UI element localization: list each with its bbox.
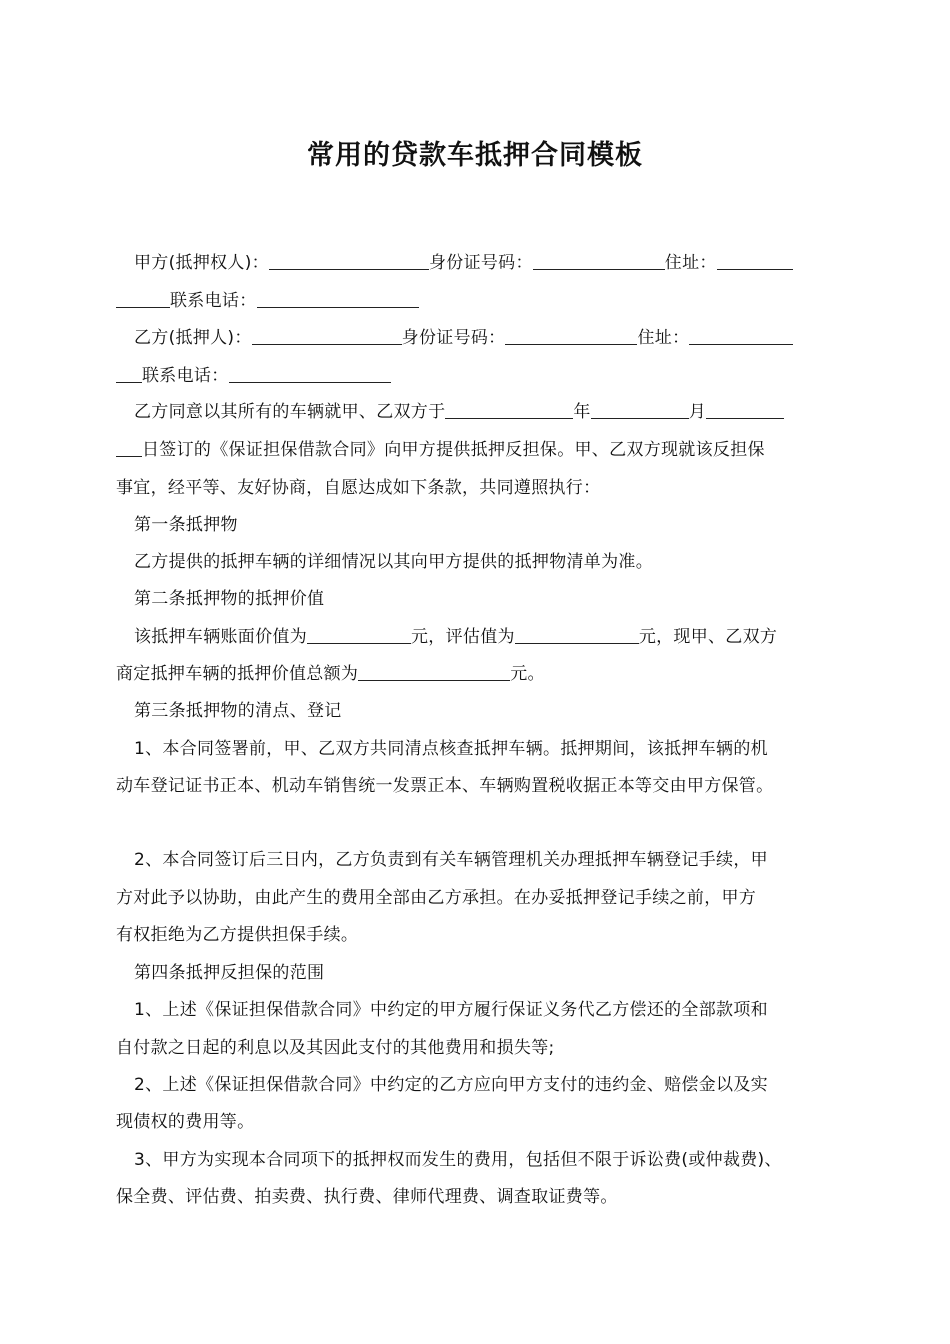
party-a-phone-label: 联系电话：	[170, 291, 257, 311]
appraised-value-label: 元，评估值为	[411, 627, 515, 647]
article-4-item-1-line-1: 1、上述《保证担保借款合同》中约定的甲方履行保证义务代乙方偿还的全部款项和	[134, 1000, 768, 1020]
party-a-address-label: 住址：	[664, 253, 717, 273]
article-1-heading: 第一条抵押物	[134, 515, 238, 535]
appraised-value-blank	[515, 626, 639, 644]
party-b-name-blank	[252, 327, 402, 345]
preamble-line-2	[116, 438, 765, 462]
party-b-address-blank	[689, 327, 793, 345]
party-b-phone-blank	[229, 365, 391, 383]
article-3-item-2-line-2: 方对此予以协助，由此产生的费用全部由乙方承担。在办妥抵押登记手续之前，甲方	[116, 888, 757, 908]
article-4-item-2-line-2: 现债权的费用等。	[116, 1112, 255, 1132]
party-b-address-label: 住址：	[637, 328, 690, 348]
book-value-blank	[307, 626, 411, 644]
date-year-blank	[445, 401, 573, 419]
article-4-heading: 第四条抵押反担保的范围	[134, 963, 325, 983]
article-3-item-2-line-3: 有权拒绝为乙方提供担保手续。	[116, 925, 359, 945]
party-b-line	[134, 326, 793, 350]
party-a-name-blank	[269, 252, 429, 270]
total-value-blank	[358, 663, 510, 681]
party-a-id-blank	[533, 252, 665, 270]
date-day-blank	[706, 401, 784, 419]
article-2-heading: 第二条抵押物的抵押价值	[134, 589, 325, 609]
article-3-heading: 第三条抵押物的清点、登记	[134, 701, 342, 721]
party-a-phone-line	[116, 289, 419, 313]
article-4-item-3-line-2: 保全费、评估费、拍卖费、执行费、律师代理费、调查取证费等。	[116, 1187, 618, 1207]
party-a-id-label: 身份证号码：	[428, 253, 533, 273]
party-b-address-blank-cont	[116, 365, 142, 383]
article-3-item-1-line-1: 1、本合同签署前，甲、乙双方共同清点核查抵押车辆。抵押期间，该抵押车辆的机	[134, 739, 768, 759]
total-value-label: 商定抵押车辆的抵押价值总额为	[116, 664, 359, 684]
month-label: 月	[688, 402, 707, 422]
article-2-text-cont: 元，现甲、乙双方	[638, 627, 778, 647]
party-a-label: 甲方(抵押权人)：	[134, 253, 269, 273]
party-b-id-blank	[505, 327, 637, 345]
article-4-item-2-line-1: 2、上述《保证担保借款合同》中约定的乙方应向甲方支付的违约金、赔偿金以及实	[134, 1075, 768, 1095]
preamble-text: 乙方同意以其所有的车辆就甲、乙双方于	[134, 402, 446, 422]
preamble-text-2: 日签订的《保证担保借款合同》向甲方提供抵押反担保。甲、乙双方现就该反担保	[142, 440, 765, 460]
article-3-item-1-line-2: 动车登记证书正本、机动车销售统一发票正本、车辆购置税收据正本等交由甲方保管。	[116, 776, 774, 796]
party-a-line	[134, 251, 793, 275]
article-4-item-1-line-2: 自付款之日起的利息以及其因此支付的其他费用和损失等;	[116, 1038, 555, 1058]
preamble-line-1	[134, 400, 784, 424]
party-b-id-label: 身份证号码：	[401, 328, 506, 348]
year-label: 年	[573, 402, 591, 422]
party-b-label: 乙方(抵押人)：	[134, 328, 252, 348]
date-month-blank	[591, 401, 689, 419]
article-1-text: 乙方提供的抵押车辆的详细情况以其向甲方提供的抵押物清单为准。	[134, 552, 653, 572]
article-2-line-2	[116, 662, 545, 686]
party-b-phone-line	[116, 364, 391, 388]
party-b-phone-label: 联系电话：	[142, 366, 229, 386]
book-value-label: 该抵押车辆账面价值为	[134, 627, 307, 647]
party-a-phone-blank	[257, 290, 419, 308]
date-day-blank-cont	[116, 439, 142, 457]
preamble-line-3: 事宜，经平等、友好协商，自愿达成如下条款，共同遵照执行：	[116, 478, 601, 498]
article-4-item-3-line-1: 3、甲方为实现本合同项下的抵押权而发生的费用，包括但不限于诉讼费(或仲裁费)、	[134, 1150, 782, 1170]
party-a-address-blank	[717, 252, 793, 270]
document-title: 常用的贷款车抵押合同模板	[307, 140, 643, 171]
article-2-line-1	[134, 625, 777, 649]
yuan-label: 元。	[510, 664, 545, 684]
party-a-address-blank-cont	[116, 290, 170, 308]
article-3-item-2-line-1: 2、本合同签订后三日内，乙方负责到有关车辆管理机关办理抵押车辆登记手续，甲	[134, 850, 768, 870]
